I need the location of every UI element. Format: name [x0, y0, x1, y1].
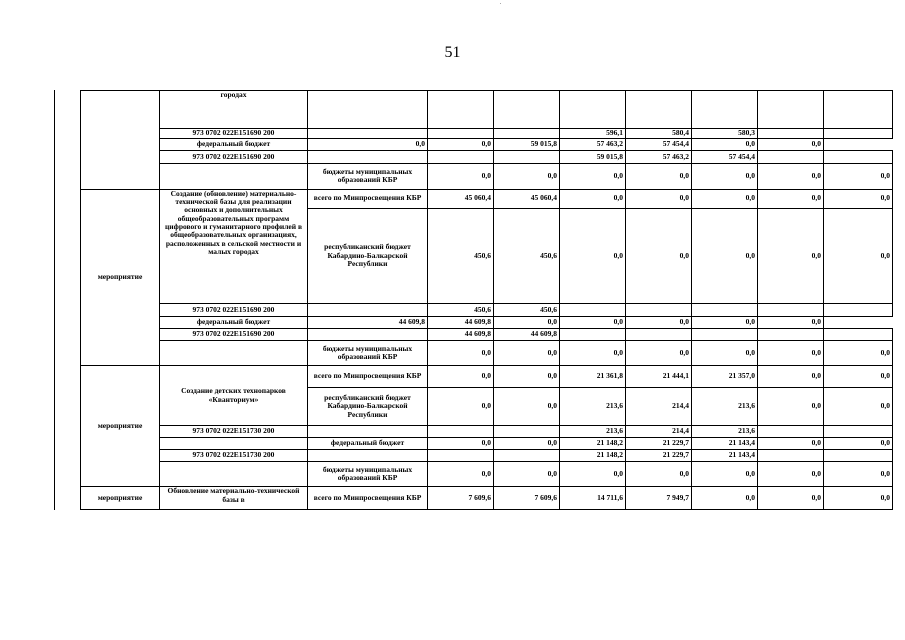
activity-name-cell: городах [160, 91, 308, 129]
amount-cell: 0,0 [824, 340, 893, 366]
amount-cell: 580,4 [626, 128, 692, 139]
funding-source-cell: республиканский бюджет Кабардино-Балкарской Республики [308, 208, 428, 303]
amount-cell: 0,0 [560, 340, 626, 366]
amount-cell: 44 609,8 [308, 317, 428, 329]
table-row [81, 317, 893, 329]
amount-cell: 213,6 [692, 387, 758, 426]
amount-cell: 0,0 [692, 139, 758, 151]
amount-cell [824, 304, 893, 317]
amount-cell: 0,0 [758, 487, 824, 510]
amount-cell: 450,6 [428, 304, 494, 317]
activity-name-cell [160, 438, 308, 450]
amount-cell: 0,0 [494, 461, 560, 487]
funding-source-cell: всего по Минпросвещения КБР [308, 189, 428, 208]
activity-name-cell: Создание (обновление) материально-технической базы для реализации основных и дополнительных общеобразовательных программ цифрового и гуманитарного профилей в общеобразовательных организациях, расположенных в сельской местности и малых городах [160, 189, 308, 304]
amount-cell [692, 304, 758, 317]
amount-cell: 0,0 [824, 189, 893, 208]
funding-source-cell: бюджеты муниципальных образований КБР [308, 340, 428, 366]
amount-cell: 450,6 [428, 208, 494, 303]
activity-name-cell: 973 0702 022E151730 200 [160, 449, 308, 461]
amount-cell: 0,0 [824, 163, 893, 189]
table-row [81, 426, 893, 438]
amount-cell: 0,0 [626, 461, 692, 487]
amount-cell [758, 426, 824, 438]
amount-cell: 0,0 [428, 340, 494, 366]
amount-cell: 59 015,8 [494, 139, 560, 151]
amount-cell: 0,0 [824, 438, 893, 450]
amount-cell: 7 609,6 [428, 487, 494, 510]
activity-name-cell: 973 0702 022E151690 200 [160, 304, 308, 317]
activity-name-cell: Обновление материально-технической базы в [160, 487, 308, 510]
amount-cell [626, 304, 692, 317]
funding-source-cell: республиканский бюджет Кабардино-Балкарской Республики [308, 387, 428, 426]
amount-cell: 0,0 [494, 317, 560, 329]
table-row [81, 139, 893, 151]
activity-type-cell [81, 91, 160, 190]
amount-cell: 0,0 [626, 189, 692, 208]
table-row [81, 150, 893, 163]
amount-cell [494, 150, 560, 163]
amount-cell: 450,6 [494, 304, 560, 317]
funding-source-cell: всего по Минпросвещения КБР [308, 487, 428, 510]
amount-cell [692, 91, 758, 129]
amount-cell: 0,0 [758, 317, 824, 329]
funding-source-cell: всего по Минпросвещения КБР [308, 366, 428, 387]
amount-cell: 0,0 [428, 366, 494, 387]
amount-cell: 0,0 [758, 461, 824, 487]
scan-speck [500, 3, 501, 4]
activity-name-cell [160, 461, 308, 487]
table-row [81, 128, 893, 139]
amount-cell: 450,6 [494, 208, 560, 303]
left-margin-rule [54, 90, 55, 510]
funding-source-cell [308, 91, 428, 129]
amount-cell: 0,0 [626, 163, 692, 189]
amount-cell: 0,0 [428, 387, 494, 426]
amount-cell: 0,0 [494, 387, 560, 426]
amount-cell: 0,0 [824, 208, 893, 303]
amount-cell: 0,0 [824, 387, 893, 426]
amount-cell [758, 304, 824, 317]
amount-cell: 57 463,2 [560, 139, 626, 151]
funding-source-cell: бюджеты муниципальных образований КБР [308, 461, 428, 487]
amount-cell: 0,0 [692, 317, 758, 329]
activity-name-cell [160, 340, 308, 366]
amount-cell: 0,0 [758, 387, 824, 426]
amount-cell: 0,0 [758, 139, 824, 151]
amount-cell: 0,0 [560, 317, 626, 329]
amount-cell [758, 91, 824, 129]
budget-table [80, 90, 893, 510]
amount-cell [428, 128, 494, 139]
amount-cell [758, 328, 824, 340]
amount-cell: 44 609,8 [428, 328, 494, 340]
amount-cell: 45 060,4 [494, 189, 560, 208]
funding-source-cell: бюджеты муниципальных образований КБР [308, 163, 428, 189]
amount-cell [758, 150, 824, 163]
funding-source-cell [308, 304, 428, 317]
amount-cell [560, 328, 626, 340]
amount-cell: 0,0 [494, 366, 560, 387]
amount-cell [428, 91, 494, 129]
amount-cell [428, 150, 494, 163]
amount-cell: 596,1 [560, 128, 626, 139]
amount-cell: 0,0 [758, 438, 824, 450]
table-row [81, 449, 893, 461]
amount-cell: 0,0 [824, 366, 893, 387]
amount-cell: 0,0 [626, 317, 692, 329]
amount-cell: 7 609,6 [494, 487, 560, 510]
amount-cell [428, 426, 494, 438]
activity-type-cell: мероприятие [81, 487, 160, 510]
activity-type-cell: мероприятие [81, 366, 160, 487]
page-number: 51 [444, 44, 461, 61]
amount-cell: 44 609,8 [428, 317, 494, 329]
amount-cell [494, 91, 560, 129]
funding-source-cell: федеральный бюджет [160, 317, 308, 329]
amount-cell [626, 328, 692, 340]
funding-source-cell: федеральный бюджет [160, 139, 308, 151]
activity-name-cell: 973 0702 022E151690 200 [160, 328, 308, 340]
table-row [81, 304, 893, 317]
amount-cell [824, 150, 893, 163]
amount-cell: 0,0 [308, 139, 428, 151]
table-row [81, 366, 893, 387]
amount-cell: 21 143,4 [692, 438, 758, 450]
amount-cell: 0,0 [428, 139, 494, 151]
amount-cell: 0,0 [824, 487, 893, 510]
amount-cell [758, 128, 824, 139]
table-row [81, 189, 893, 208]
activity-name-cell: Создание детских технопарков «Кванториум» [160, 366, 308, 426]
activity-type-cell: мероприятие [81, 189, 160, 366]
table-row [81, 91, 893, 129]
amount-cell: 0,0 [692, 163, 758, 189]
amount-cell: 0,0 [692, 189, 758, 208]
amount-cell: 0,0 [758, 340, 824, 366]
amount-cell [824, 91, 893, 129]
amount-cell: 14 711,6 [560, 487, 626, 510]
table-row [81, 340, 893, 366]
amount-cell [494, 426, 560, 438]
funding-source-cell [308, 328, 428, 340]
amount-cell [560, 91, 626, 129]
amount-cell [626, 91, 692, 129]
amount-cell [824, 328, 893, 340]
table-row [81, 328, 893, 340]
amount-cell: 21 444,1 [626, 366, 692, 387]
amount-cell [758, 449, 824, 461]
amount-cell: 214,4 [626, 426, 692, 438]
amount-cell: 0,0 [428, 163, 494, 189]
amount-cell [494, 449, 560, 461]
amount-cell: 0,0 [692, 340, 758, 366]
amount-cell: 213,6 [560, 387, 626, 426]
amount-cell: 0,0 [494, 340, 560, 366]
amount-cell: 21 148,2 [560, 438, 626, 450]
amount-cell: 214,4 [626, 387, 692, 426]
amount-cell: 0,0 [824, 461, 893, 487]
amount-cell: 57 454,4 [692, 150, 758, 163]
table-row [81, 163, 893, 189]
amount-cell: 0,0 [428, 461, 494, 487]
amount-cell: 44 609,8 [494, 328, 560, 340]
amount-cell: 21 361,8 [560, 366, 626, 387]
amount-cell: 0,0 [428, 438, 494, 450]
amount-cell: 0,0 [626, 208, 692, 303]
table-row [81, 487, 893, 510]
amount-cell: 0,0 [560, 163, 626, 189]
amount-cell: 21 229,7 [626, 438, 692, 450]
amount-cell [824, 426, 893, 438]
amount-cell: 213,6 [560, 426, 626, 438]
amount-cell [428, 449, 494, 461]
amount-cell: 57 454,4 [626, 139, 692, 151]
amount-cell: 0,0 [494, 163, 560, 189]
amount-cell: 0,0 [560, 189, 626, 208]
funding-source-cell [308, 150, 428, 163]
amount-cell [824, 449, 893, 461]
amount-cell: 0,0 [758, 366, 824, 387]
amount-cell: 57 463,2 [626, 150, 692, 163]
amount-cell: 21 148,2 [560, 449, 626, 461]
table-row [81, 438, 893, 450]
amount-cell: 45 060,4 [428, 189, 494, 208]
amount-cell: 0,0 [758, 208, 824, 303]
funding-source-cell [308, 128, 428, 139]
activity-name-cell: 973 0702 022E151690 200 [160, 150, 308, 163]
amount-cell: 59 015,8 [560, 150, 626, 163]
amount-cell: 21 143,4 [692, 449, 758, 461]
amount-cell: 0,0 [758, 189, 824, 208]
amount-cell: 0,0 [560, 208, 626, 303]
amount-cell [692, 328, 758, 340]
amount-cell: 21 357,0 [692, 366, 758, 387]
amount-cell: 7 949,7 [626, 487, 692, 510]
amount-cell: 580,3 [692, 128, 758, 139]
activity-name-cell: 973 0702 022E151690 200 [160, 128, 308, 139]
activity-name-cell: 973 0702 022E151730 200 [160, 426, 308, 438]
amount-cell [494, 128, 560, 139]
amount-cell [824, 128, 893, 139]
activity-name-cell [160, 163, 308, 189]
funding-source-cell: федеральный бюджет [308, 438, 428, 450]
amount-cell: 0,0 [494, 438, 560, 450]
amount-cell: 0,0 [758, 163, 824, 189]
table-row [81, 461, 893, 487]
funding-source-cell [308, 426, 428, 438]
amount-cell: 21 229,7 [626, 449, 692, 461]
amount-cell: 0,0 [692, 461, 758, 487]
amount-cell: 0,0 [692, 208, 758, 303]
amount-cell [560, 304, 626, 317]
amount-cell: 0,0 [626, 340, 692, 366]
amount-cell: 0,0 [692, 487, 758, 510]
amount-cell: 0,0 [560, 461, 626, 487]
funding-source-cell [308, 449, 428, 461]
amount-cell: 213,6 [692, 426, 758, 438]
